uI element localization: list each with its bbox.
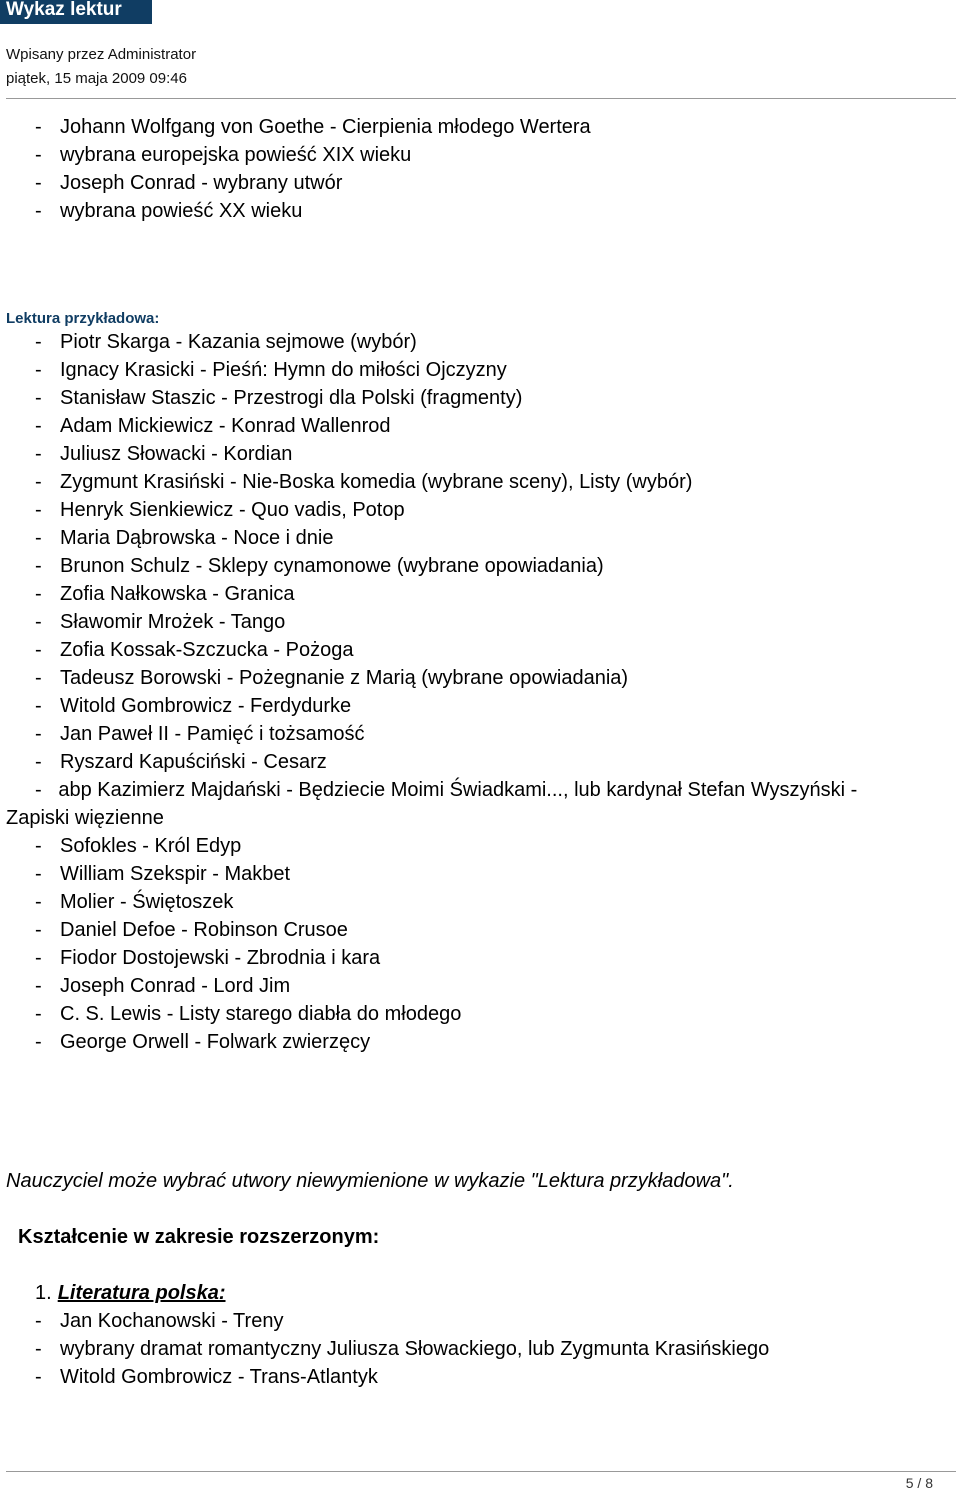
dash: -: [35, 611, 42, 633]
list-item-text: Jan Kochanowski - Treny: [60, 1310, 284, 1332]
example-reading-subheading: Lektura przykładowa:: [6, 310, 160, 327]
dash: -: [35, 415, 42, 437]
numbered-label: Literatura polska:: [57, 1282, 226, 1304]
list-item-text: Daniel Defoe - Robinson Crusoe: [60, 919, 348, 941]
dash: -: [35, 200, 42, 222]
dash: -: [35, 527, 42, 549]
dash: -: [35, 555, 42, 577]
dash: -: [35, 779, 42, 801]
dash: -: [35, 975, 42, 997]
dash: -: [35, 1310, 42, 1332]
dash: -: [35, 667, 42, 689]
dash: -: [35, 116, 42, 138]
list-item-text: Ignacy Krasicki - Pieśń: Hymn do miłości Ojczyzny: [60, 359, 507, 381]
dash: -: [35, 1366, 42, 1388]
dash: -: [35, 891, 42, 913]
numbered-heading: [35, 1279, 226, 1307]
list-item-text: Zygmunt Krasiński - Nie-Boska komedia (wybrane sceny), Listy (wybór): [60, 471, 693, 493]
list-item-text: Molier - Świętoszek: [60, 891, 234, 913]
list-item-text: C. S. Lewis - Listy starego diabła do młodego: [60, 1003, 462, 1025]
list-item-text: [35, 776, 857, 804]
list-item-text: Fiodor Dostojewski - Zbrodnia i kara: [60, 947, 381, 969]
list-item-text: Witold Gombrowicz - Trans-Atlantyk: [60, 1366, 378, 1388]
dash: -: [35, 471, 42, 493]
dash: -: [35, 695, 42, 717]
dash: -: [35, 144, 42, 166]
list-item-text: Henryk Sienkiewicz - Quo vadis, Potop: [60, 499, 405, 521]
list-item-text: Maria Dąbrowska - Noce i dnie: [60, 527, 334, 549]
dash: -: [35, 172, 42, 194]
list-item-text: Adam Mickiewicz - Konrad Wallenrod: [60, 415, 391, 437]
list-item-text: Sofokles - Król Edyp: [60, 835, 242, 857]
date-line: piątek, 15 maja 2009 09:46: [6, 70, 187, 87]
teacher-note: Nauczyciel może wybrać utwory niewymienione w wykazie "Lektura przykładowa".: [6, 1170, 734, 1192]
dash: -: [35, 1338, 42, 1360]
number: 1.: [35, 1282, 52, 1304]
dash: -: [35, 919, 42, 941]
list-item-text: Joseph Conrad - wybrany utwór: [60, 172, 343, 194]
page-title: Wykaz lektur: [6, 0, 122, 20]
page-number: 5 / 8: [905, 1475, 933, 1491]
dash: -: [35, 751, 42, 773]
wrapped-line-2: Zapiski więzienne: [6, 807, 164, 829]
title-bar: [0, 0, 152, 24]
list-item-text: William Szekspir - Makbet: [60, 863, 291, 885]
list-item-text: Piotr Skarga - Kazania sejmowe (wybór): [60, 331, 417, 353]
list-item-text: wybrana europejska powieść XIX wieku: [60, 144, 412, 166]
dash: -: [35, 359, 42, 381]
list-item-text: wybrany dramat romantyczny Juliusza Słowackiego, lub Zygmunta Krasińskiego: [60, 1338, 770, 1360]
list-item-text: Jan Paweł II - Pamięć i tożsamość: [60, 723, 365, 745]
dash: -: [35, 1003, 42, 1025]
article-header: [0, 0, 960, 100]
list-item-text: Zofia Nałkowska - Granica: [60, 583, 295, 605]
dash: -: [35, 723, 42, 745]
dash: -: [35, 583, 42, 605]
dash: -: [35, 947, 42, 969]
list-item-text: Ryszard Kapuściński - Cesarz: [60, 751, 327, 773]
list-item-text: Joseph Conrad - Lord Jim: [60, 975, 291, 997]
dash: -: [35, 639, 42, 661]
list-item-text: Tadeusz Borowski - Pożegnanie z Marią (wybrane opowiadania): [60, 667, 629, 689]
list-item-text: Zofia Kossak-Szczucka - Pożoga: [60, 639, 354, 661]
dash: -: [35, 499, 42, 521]
list-item-text: wybrana powieść XX wieku: [60, 200, 303, 222]
dash: -: [35, 387, 42, 409]
header-divider: [6, 98, 956, 99]
list-item-text: Stanisław Staszic - Przestrogi dla Polski (fragmenty): [60, 387, 523, 409]
list-item-text: Juliusz Słowacki - Kordian: [60, 443, 293, 465]
list-item-text: Brunon Schulz - Sklepy cynamonowe (wybrane opowiadania): [60, 555, 604, 577]
list-item-text: Johann Wolfgang von Goethe - Cierpienia młodego Wertera: [60, 116, 591, 138]
extended-section-heading: Kształcenie w zakresie rozszerzonym:: [18, 1226, 380, 1248]
list-item-text: Sławomir Mrożek - Tango: [60, 611, 286, 633]
list-item-text: George Orwell - Folwark zwierzęcy: [60, 1031, 371, 1053]
footer-divider: [6, 1471, 956, 1472]
dash: -: [35, 835, 42, 857]
list-item-text: Witold Gombrowicz - Ferdydurke: [60, 695, 352, 717]
dash: -: [35, 443, 42, 465]
dash: -: [35, 863, 42, 885]
dash: -: [35, 1031, 42, 1053]
dash: -: [35, 331, 42, 353]
author-line: Wpisany przez Administrator: [6, 46, 197, 63]
wrapped-line-1: abp Kazimierz Majdański - Będziecie Moimi Świadkami..., lub kardynał Stefan Wyszyński -: [58, 779, 858, 801]
